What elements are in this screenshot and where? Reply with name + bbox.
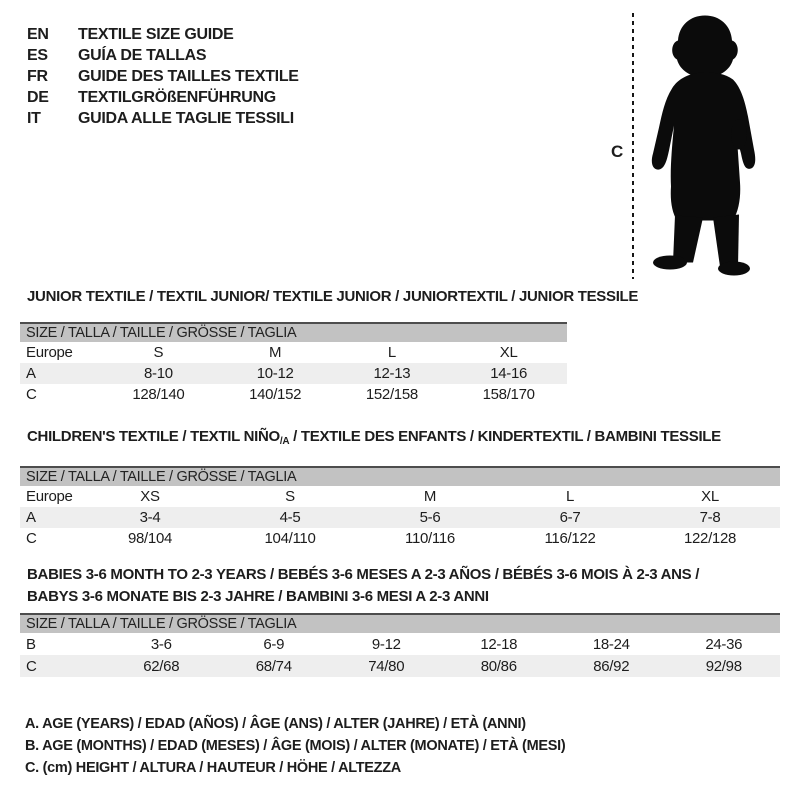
row-label: C [26, 530, 37, 547]
language-code: IT [27, 110, 41, 127]
junior-size-table [20, 342, 567, 405]
measure-c-label: C [611, 142, 623, 161]
children-section-title: CHILDREN'S TEXTILE / TEXTIL $NIÑO_{/A}$ / TEXTILE DES ENFANTS / KINDERTEXTIL / BAMBINI TESSILE [27, 428, 721, 447]
babies-size-table [20, 633, 780, 677]
row-label: C [26, 657, 37, 675]
language-row [27, 87, 299, 108]
language-title-block [27, 24, 299, 129]
size-cell: 4-5 [279, 509, 301, 526]
size-cell: 12-13 [373, 365, 411, 382]
size-cell: 62/68 [143, 657, 180, 675]
row-label: Europe [26, 488, 73, 505]
size-cell: 3-4 [139, 509, 161, 526]
size-cell: XL [499, 344, 518, 361]
size-cell: 5-6 [419, 509, 441, 526]
size-cell: 24-36 [705, 635, 743, 653]
babies-section-title-line1: BABIES 3-6 MONTH TO 2-3 YEARS / BEBÉS 3-6 MESES A 2-3 AÑOS / BÉBÉS 3-6 MOIS À 2-3 ANS / [27, 566, 700, 583]
size-header-band: SIZE / TALLA / TAILLE / GRÖSSE / TAGLIA [20, 466, 780, 486]
size-cell: 104/110 [264, 530, 316, 547]
junior-textile-section [20, 288, 639, 405]
size-cell: S [285, 488, 295, 505]
language-code: EN [27, 26, 49, 43]
size-table-row [20, 633, 780, 655]
children-textile-section [20, 429, 780, 549]
footnote-age-months: B. AGE (MONTHS) / EDAD (MESES) / ÂGE (MOIS) / ALTER (MONATE) / ETÀ (MESI) [25, 738, 566, 754]
guide-title: GUÍA DE TALLAS [78, 47, 207, 64]
size-cell: L [565, 488, 575, 505]
size-cell: 110/116 [405, 530, 455, 547]
guide-title: GUIDE DES TAILLES TEXTILE [78, 68, 299, 85]
size-cell: 10-12 [256, 365, 294, 382]
size-table-row [20, 507, 780, 528]
size-cell: 92/98 [705, 657, 742, 675]
size-table-row [20, 342, 567, 363]
footnotes-block [25, 713, 565, 779]
size-cell: 6-9 [263, 635, 285, 653]
size-cell: 86/92 [593, 657, 630, 675]
language-code: FR [27, 68, 48, 85]
size-cell: S [153, 344, 164, 361]
height-measure-figure [605, 10, 785, 282]
size-cell: 98/104 [127, 530, 173, 547]
babies-section-title-line2: BABYS 3-6 MONATE BIS 2-3 JAHRE / BAMBINI 3-6 MESI A 2-3 ANNI [27, 588, 489, 605]
footnote-height-cm: C. (cm) HEIGHT / ALTURA / HAUTEUR / HÖHE / ALTEZZA [25, 760, 401, 776]
size-cell: 158/170 [482, 386, 535, 403]
guide-title: GUIDA ALLE TAGLIE TESSILI [78, 110, 294, 127]
height-dotted-line [632, 13, 634, 279]
language-row [27, 24, 299, 45]
size-cell: 8-10 [143, 365, 173, 382]
language-code: ES [27, 47, 48, 64]
language-row [27, 66, 299, 87]
size-cell: 6-7 [559, 509, 581, 526]
size-table-row [20, 528, 780, 549]
child-silhouette-icon [645, 10, 760, 276]
size-cell: M [423, 488, 437, 505]
size-cell: XL [701, 488, 719, 505]
size-table-row [20, 384, 567, 405]
size-table-row [20, 363, 567, 384]
size-table-row [20, 486, 780, 507]
size-cell: 152/158 [365, 386, 418, 403]
size-table-row [20, 655, 780, 677]
size-cell: 12-18 [480, 635, 518, 653]
size-cell: 7-8 [699, 509, 721, 526]
size-cell: 116/122 [544, 530, 596, 547]
size-cell: 9-12 [371, 635, 401, 653]
language-row [27, 108, 299, 129]
size-cell: L [387, 344, 396, 361]
size-header-band: SIZE / TALLA / TAILLE / GRÖSSE / TAGLIA [20, 613, 780, 633]
footnote-age-years: A. AGE (YEARS) / EDAD (AÑOS) / ÂGE (ANS) / ALTER (JAHRE) / ETÀ (ANNI) [25, 716, 526, 732]
row-label: C [26, 386, 37, 403]
size-cell: 140/152 [249, 386, 302, 403]
size-cell: 18-24 [592, 635, 630, 653]
row-label: A [26, 365, 36, 382]
size-cell: M [269, 344, 282, 361]
language-code: DE [27, 89, 49, 106]
size-cell: 122/128 [683, 530, 737, 547]
babies-textile-section [20, 567, 780, 677]
size-cell: XS [140, 488, 160, 505]
nino-a-subscript: /A [279, 436, 290, 447]
size-cell: 128/140 [132, 386, 185, 403]
junior-section-title: JUNIOR TEXTILE / TEXTIL JUNIOR/ TEXTILE JUNIOR / JUNIORTEXTIL / JUNIOR TESSILE [27, 288, 639, 305]
size-cell: 74/80 [368, 657, 405, 675]
row-label: B [26, 635, 36, 653]
children-size-table [20, 486, 780, 549]
size-header-band: SIZE / TALLA / TAILLE / GRÖSSE / TAGLIA [20, 322, 567, 342]
size-cell: 68/74 [255, 657, 292, 675]
guide-title: TEXTILE SIZE GUIDE [78, 26, 234, 43]
guide-title: TEXTILGRÖßENFÜHRUNG [78, 89, 276, 106]
size-cell: 14-16 [490, 365, 528, 382]
size-cell: 80/86 [480, 657, 517, 675]
language-row [27, 45, 299, 66]
size-cell: 3-6 [150, 635, 172, 653]
row-label: Europe [26, 344, 73, 361]
row-label: A [26, 509, 36, 526]
